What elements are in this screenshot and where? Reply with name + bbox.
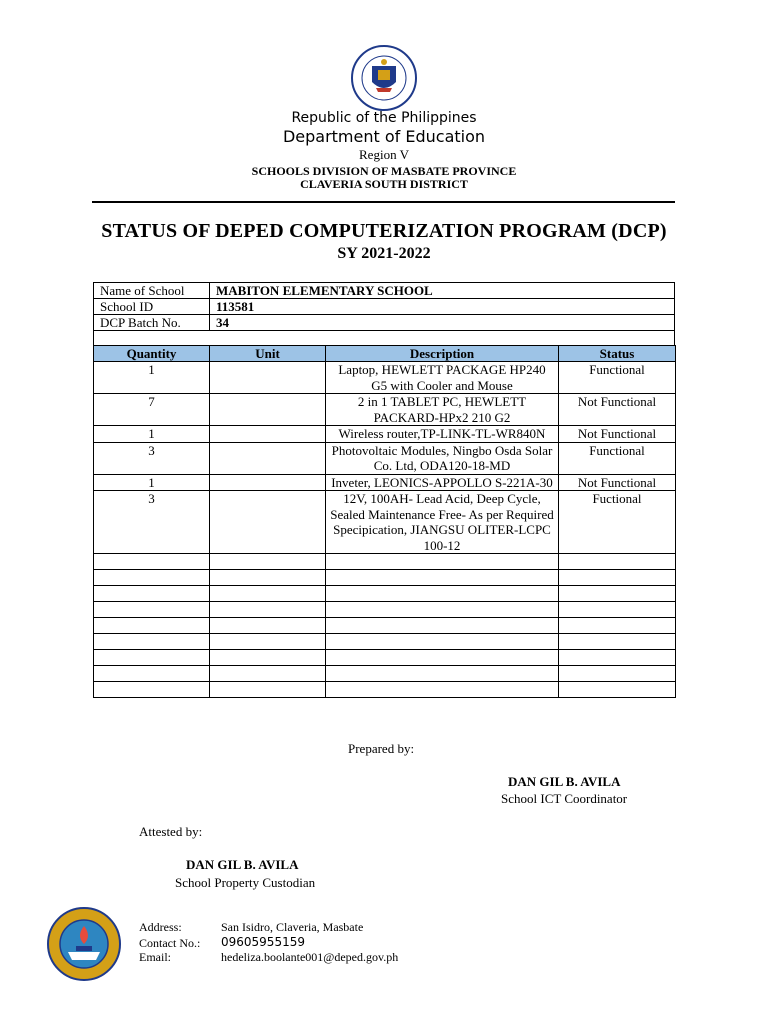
- batch-label: DCP Batch No.: [94, 315, 210, 331]
- empty-cell: [210, 570, 326, 586]
- republic-line: Republic of the Philippines: [291, 110, 477, 126]
- school-name-value: MABITON ELEMENTARY SCHOOL: [210, 283, 675, 299]
- contact-value: 09605955159: [221, 935, 305, 949]
- description-cell: Laptop, HEWLETT PACKAGE HP240 G5 with Cooler and Mouse: [326, 362, 559, 394]
- empty-cell: [326, 554, 559, 570]
- empty-cell: [94, 570, 210, 586]
- empty-cell: [559, 602, 676, 618]
- contact-label: Contact No.:: [139, 936, 201, 950]
- attested-by-label: Attested by:: [139, 824, 203, 839]
- prepared-by-label: Prepared by:: [348, 741, 415, 756]
- inventory-header-row: [94, 346, 676, 362]
- empty-row: [94, 650, 676, 666]
- document-title: STATUS OF DEPED COMPUTERIZATION PROGRAM (DCP): [101, 220, 667, 242]
- empty-row: [94, 618, 676, 634]
- school-name-label: Name of School: [94, 283, 210, 299]
- unit-cell: [210, 442, 326, 474]
- blank-cell: [94, 331, 675, 346]
- quantity-cell: 1: [94, 426, 210, 443]
- description-cell: 2 in 1 TABLET PC, HEWLETT PACKARD-HPx2 210 G2: [326, 394, 559, 426]
- empty-cell: [94, 682, 210, 698]
- district-line: CLAVERIA SOUTH DISTRICT: [300, 177, 468, 191]
- quantity-cell: 7: [94, 394, 210, 426]
- empty-cell: [326, 618, 559, 634]
- description-cell: Photovoltaic Modules, Ningbo Osda Solar Co. Ltd, ODA120-18-MD: [326, 442, 559, 474]
- address-value: San Isidro, Claveria, Masbate: [221, 920, 364, 934]
- empty-cell: [559, 554, 676, 570]
- status-cell: Not Functional: [559, 426, 676, 443]
- info-row-blank: [94, 331, 675, 346]
- empty-row: [94, 586, 676, 602]
- unit-cell: [210, 426, 326, 443]
- empty-cell: [326, 666, 559, 682]
- unit-cell: [210, 394, 326, 426]
- status-cell: Not Functional: [559, 394, 676, 426]
- description-cell: 12V, 100AH- Lead Acid, Deep Cycle, Sealed Maintenance Free- As per Required Specipication, JIANGSU OLITER-LCPC 100-12: [326, 491, 559, 554]
- table-row: [94, 394, 676, 426]
- status-cell: Functional: [559, 442, 676, 474]
- empty-cell: [94, 602, 210, 618]
- description-cell: Inveter, LEONICS-APPOLLO S-221A-30: [326, 474, 559, 491]
- prepared-by-name: DAN GIL B. AVILA: [508, 774, 621, 789]
- empty-cell: [559, 586, 676, 602]
- empty-cell: [94, 554, 210, 570]
- email-value: hedeliza.boolante001@deped.gov.ph: [221, 950, 399, 964]
- batch-value: 34: [210, 315, 675, 331]
- empty-cell: [559, 682, 676, 698]
- empty-cell: [94, 666, 210, 682]
- empty-cell: [326, 650, 559, 666]
- empty-cell: [94, 650, 210, 666]
- header-status: Status: [559, 346, 676, 362]
- status-cell: Fuctional: [559, 491, 676, 554]
- empty-cell: [326, 570, 559, 586]
- empty-cell: [210, 650, 326, 666]
- status-cell: Functional: [559, 362, 676, 394]
- school-year: SY 2021-2022: [337, 245, 431, 262]
- unit-cell: [210, 491, 326, 554]
- attested-by-name: DAN GIL B. AVILA: [186, 857, 299, 872]
- empty-cell: [210, 666, 326, 682]
- header-quantity: Quantity: [94, 346, 210, 362]
- empty-cell: [210, 586, 326, 602]
- quantity-cell: 3: [94, 442, 210, 474]
- info-row-batch: [94, 315, 675, 331]
- status-cell: Not Functional: [559, 474, 676, 491]
- table-row: [94, 442, 676, 474]
- school-info-table: [93, 282, 675, 346]
- quantity-cell: 1: [94, 474, 210, 491]
- address-label: Address:: [139, 920, 182, 934]
- department-line: Department of Education: [282, 127, 486, 146]
- empty-cell: [559, 570, 676, 586]
- school-id-value: 113581: [210, 299, 675, 315]
- table-row: [94, 426, 676, 443]
- table-row: [94, 491, 676, 554]
- deped-seal-icon: [350, 44, 418, 112]
- empty-row: [94, 554, 676, 570]
- empty-cell: [210, 618, 326, 634]
- school-id-label: School ID: [94, 299, 210, 315]
- table-row: [94, 362, 676, 394]
- division-line: SCHOOLS DIVISION OF MASBATE PROVINCE: [251, 164, 517, 178]
- email-label: Email:: [139, 950, 171, 964]
- empty-cell: [94, 618, 210, 634]
- region-line: Region V: [359, 147, 409, 162]
- empty-cell: [326, 634, 559, 650]
- description-cell: Wireless router,TP-LINK-TL-WR840N: [326, 426, 559, 443]
- empty-cell: [326, 586, 559, 602]
- inventory-table: [93, 345, 676, 698]
- empty-cell: [210, 682, 326, 698]
- attested-by-role: School Property Custodian: [175, 875, 316, 890]
- empty-cell: [94, 634, 210, 650]
- info-row-id: [94, 299, 675, 315]
- header-unit: Unit: [210, 346, 326, 362]
- info-row-name: [94, 283, 675, 299]
- unit-cell: [210, 362, 326, 394]
- quantity-cell: 3: [94, 491, 210, 554]
- empty-row: [94, 682, 676, 698]
- empty-cell: [210, 634, 326, 650]
- header-divider: [92, 201, 675, 203]
- empty-cell: [559, 666, 676, 682]
- header-description: Description: [326, 346, 559, 362]
- empty-cell: [559, 634, 676, 650]
- empty-cell: [210, 554, 326, 570]
- empty-cell: [559, 650, 676, 666]
- table-row: [94, 474, 676, 491]
- unit-cell: [210, 474, 326, 491]
- empty-row: [94, 634, 676, 650]
- empty-row: [94, 570, 676, 586]
- prepared-by-role: School ICT Coordinator: [501, 791, 628, 806]
- empty-cell: [559, 618, 676, 634]
- empty-cell: [326, 602, 559, 618]
- empty-row: [94, 666, 676, 682]
- empty-cell: [94, 586, 210, 602]
- quantity-cell: 1: [94, 362, 210, 394]
- empty-row: [94, 602, 676, 618]
- empty-cell: [210, 602, 326, 618]
- district-seal-icon: [46, 906, 122, 982]
- empty-cell: [326, 682, 559, 698]
